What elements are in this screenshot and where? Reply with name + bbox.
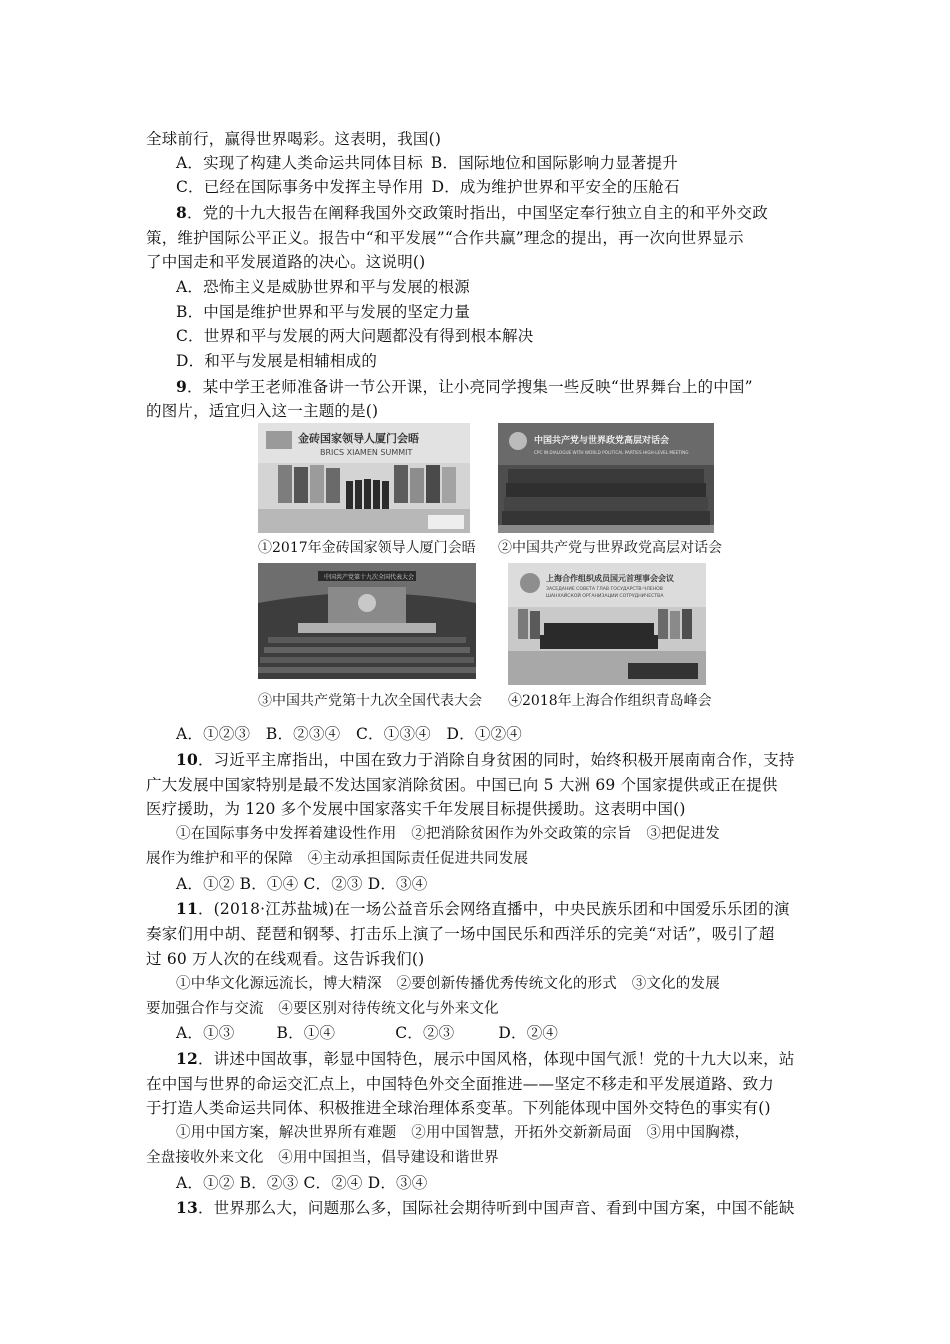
q7-stem-tail: 全球前行，赢得世界喝彩。这表明，我国() [146, 130, 442, 148]
q11-stem-line3: 过 60 万人次的在线观看。这告诉我们() [146, 950, 425, 968]
q12-stem-line3: 于打造人类命运共同体、积极推进全球治理体系变革。下列能体现中国外交特色的事实有() [146, 1099, 771, 1117]
photo-sco-banner-cn: 上海合作组织成员国元首理事会会议 [546, 574, 674, 583]
q11-number: 11 [176, 899, 198, 918]
q11-option-d: D．②④ [498, 1024, 559, 1042]
q8-stem-line2: 策，维护国际公平正义。报告中“和平发展”“合作共赢”理念的提出，再一次向世界显示 [146, 229, 744, 247]
photo-brics-banner-cn: 金砖国家领导人厦门会晤 [298, 432, 419, 445]
photo-brics-banner-en: BRICS XIAMEN SUMMIT [320, 448, 413, 457]
q8-option-c: C．世界和平与发展的两大问题都没有得到根本解决 [176, 327, 534, 345]
photo-congress [258, 563, 476, 679]
q11-option-c: C．②③ [395, 1024, 455, 1042]
q10-stem-line3: 医疗援助，为 120 多个发展中国家落实千年发展目标提供援助。这表明中国() [146, 800, 686, 818]
q12-stem-line1: 12．讲述中国故事，彰显中国特色，展示中国风格，体现中国气派！党的十九大以来，站 [176, 1049, 795, 1068]
q8-stem-line3: 了中国走和平发展道路的决心。这说明() [146, 253, 426, 271]
photo-sco-banner-ru1: ЗАСЕДАНИЕ СОВЕТА ГЛАВ ГОСУДАРСТВ-ЧЛЕНОВ [546, 587, 663, 592]
q8-option-a: A．恐怖主义是威胁世界和平与发展的根源 [176, 278, 470, 296]
q11-stem-line2: 奏家们用中胡、琵琶和钢琴、打击乐上演了一场中国民乐和西洋乐的完美“对话”，吸引了超 [146, 925, 775, 943]
photo-sco-banner-ru2: ШАНХАЙСКОЙ ОРГАНИЗАЦИИ СОТРУДНИЧЕСТВА [546, 594, 664, 599]
q10-statements-line2: 展作为维护和平的保障 ④主动承担国际责任促进共同发展 [146, 851, 529, 867]
q11-option-b: B．①④ [276, 1024, 336, 1042]
q7-option-a: A．实现了构建人类命运共同体目标 [176, 154, 423, 172]
q11-options [176, 1021, 558, 1045]
photo-congress-banner-cn: 中国共产党第十九次全国代表大会 [324, 574, 415, 581]
photo-sco-caption: ④2018年上海合作组织青岛峰会 [508, 693, 712, 709]
q9-options: A．①②③ B．②③④ C．①③④ D．①②④ [176, 725, 522, 743]
q9-number: 9 [176, 377, 187, 396]
q11-stem-line1: 11．(2018·江苏盐城)在一场公益音乐会网络直播中，中央民族乐团和中国爱乐乐团的演 [176, 899, 790, 918]
q7-options-row2 [176, 175, 680, 199]
q13-number: 13 [176, 1198, 198, 1217]
photo-sco-summit [508, 563, 706, 685]
photo-brics-caption: ①2017年金砖国家领导人厦门会晤 [258, 540, 476, 556]
photo-cpc-banner-cn: 中国共产党与世界政党高层对话会 [534, 436, 670, 446]
sco-leaders [540, 623, 658, 649]
group-photo-crowd [502, 469, 710, 525]
photo-sco-illustration [508, 563, 706, 685]
q8-number: 8 [176, 203, 187, 222]
q12-statements-line1: ①用中国方案，解决世界所有难题 ②用中国智慧，开拓外交新新局面 ③用中国胸襟， [176, 1125, 750, 1141]
q10-number: 10 [176, 750, 198, 769]
q7-option-b: B．国际地位和国际影响力显著提升 [430, 154, 678, 172]
q12-number: 12 [176, 1049, 198, 1068]
q12-options: A．①② B．②③ C．②④ D．③④ [176, 1174, 428, 1192]
q7-option-c: C．已经在国际事务中发挥主导作用 [176, 178, 424, 196]
q13-stem-line1: 13．世界那么大，问题那么多，国际社会期待听到中国声音、看到中国方案，中国不能缺 [176, 1198, 795, 1217]
q9-stem-line1: 9．某中学王老师准备讲一节公开课，让小亮同学搜集一些反映“世界舞台上的中国” [176, 377, 753, 396]
q11-statements-line2: 要加强合作与交流 ④要区别对待传统文化与外来文化 [146, 1001, 499, 1017]
photo-brics-illustration [258, 423, 470, 533]
photo-congress-caption: ③中国共产党第十九次全国代表大会 [258, 693, 482, 709]
q11-statements-line1: ①中华文化源远流长，博大精深 ②要创新传播优秀传统文化的形式 ③文化的发展 [176, 976, 720, 992]
q9-stem-line2: 的图片，适宜归入这一主题的是() [146, 402, 379, 420]
q8-option-d: D．和平与发展是相辅相成的 [176, 352, 378, 370]
leaders-row [346, 479, 389, 509]
q12-statements-line2: 全盘接收外来文化 ④用中国担当，倡导建设和谐世界 [146, 1150, 499, 1166]
q11-option-a: A．①③ [176, 1024, 235, 1042]
q10-stem-line1: 10．习近平主席指出，中国在致力于消除自身贫困的同时，始终积极开展南南合作，支持 [176, 750, 795, 769]
q7-options-row1 [176, 151, 678, 175]
photo-brics-summit [258, 423, 470, 533]
q10-options: A．①② B．①④ C．②③ D．③④ [176, 875, 428, 893]
q10-stem-line2: 广大发展中国家特别是最不发达国家消除贫困。中国已向 5 大洲 69 个国家提供或正在提供 [146, 776, 778, 794]
photo-cpc-illustration [498, 423, 714, 533]
photo-congress-illustration [258, 563, 476, 679]
q12-stem-line2: 在中国与世界的命运交汇点上，中国特色外交全面推进——坚定不移走和平发展道路、致力 [146, 1075, 775, 1093]
q8-stem-line1: 8．党的十九大报告在阐释我国外交政策时指出，中国坚定奉行独立自主的和平外交政 [176, 203, 768, 222]
q7-option-d: D．成为维护世界和平安全的压舱石 [431, 178, 680, 196]
q8-option-b: B．中国是维护世界和平与发展的坚定力量 [176, 303, 471, 321]
photo-cpc-dialogue [498, 423, 714, 533]
q10-statements-line1: ①在国际事务中发挥着建设性作用 ②把消除贫困作为外交政策的宗旨 ③把促进发 [176, 826, 720, 842]
photo-cpc-caption: ②中国共产党与世界政党高层对话会 [498, 540, 722, 556]
photo-cpc-banner-en: CPC IN DIALOGUE WITH WORLD POLITICAL PARTIES HIGH-LEVEL MEETING [534, 450, 689, 455]
